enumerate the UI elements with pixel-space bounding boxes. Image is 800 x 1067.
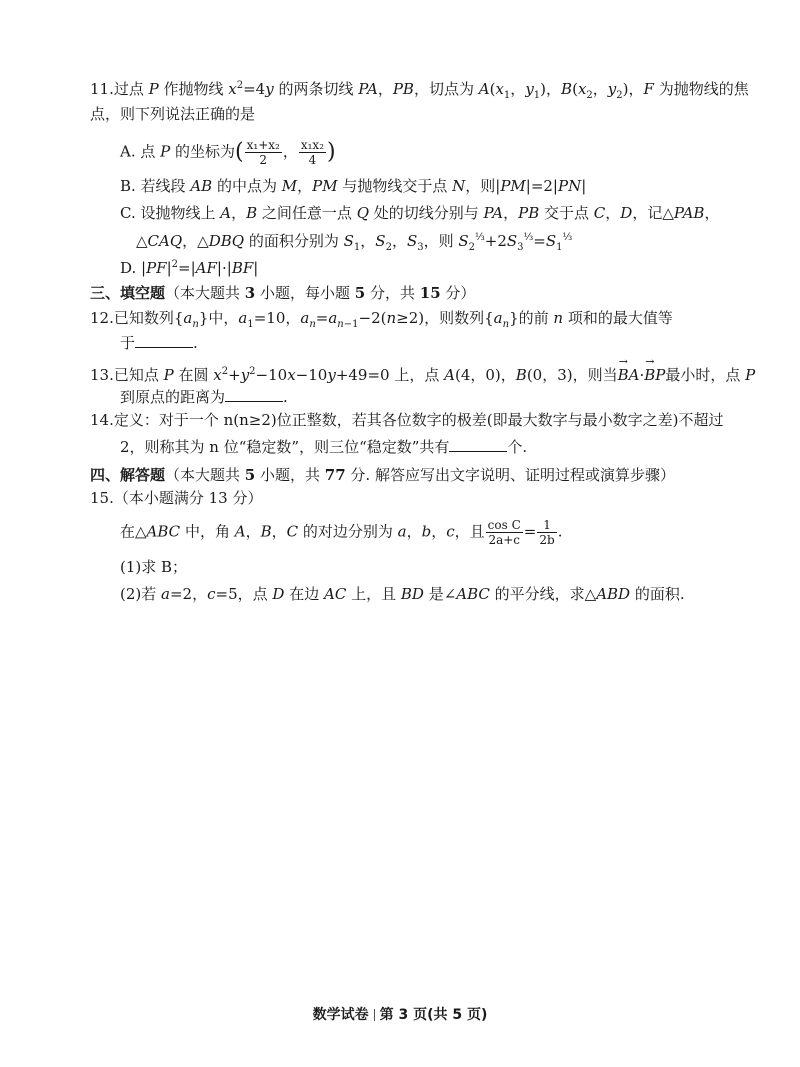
q11-stem-line2: 点，则下列说法正确的是 — [90, 105, 256, 123]
q12-stem-line2: 于 . — [120, 334, 198, 352]
q15-fraction-left: $\frac{\text{cos C}}{2a+c}$ — [487, 518, 521, 547]
footer-page-number: 第 3 页(共 5 页) — [379, 1007, 488, 1023]
footer-subject: 数学试卷 — [312, 1007, 369, 1023]
q11-option-c-line2: △CAQ，△DBQ 的面积分别为 $S_1$，$S_2$，$S_3$，则 $S_2^{\frac{1}{3}}+2S_3^{\frac{1}{3}}=S_1^{\frac{1}{3}}$ — [136, 232, 573, 253]
section-4-heading: 四、解答题（本大题共 5 小题，共 77 分. 解答应写出文字说明、证明过程或演算步骤） — [90, 466, 675, 484]
q11-option-a: A. 点 P 的坐标为( $\frac{\text{x₁+x₂}}{2}$ ， $\frac{\text{x₁x₂}}{4}$ ) — [120, 138, 336, 167]
page-footer — [0, 1004, 800, 1024]
q13-answer-blank[interactable] — [225, 387, 283, 402]
q13-stem-line1: 13.已知点 P 在圆 $x^2+y^2-10x-10y+49=0$ 上，点 A(4，0)，B(0，3)，则当→ BA·→ BP最小时，点 P — [90, 362, 755, 385]
q13-stem-line2: 到原点的距离为 . — [120, 388, 288, 406]
q15-header: 15.（本小题满分 13 分） — [90, 489, 263, 507]
q15-stem: 在△ABC 中，角 A，B，C 的对边分别为 a，b，c，且 $\frac{\text{cos C}}{2a+c}$ = $\frac{1}{2b}$ . — [120, 518, 563, 547]
footer-separator — [374, 1009, 375, 1021]
q14-stem-line2: 2，则称其为 n 位“稳定数”，则三位“稳定数”共有 个. — [120, 438, 528, 456]
q11-option-a-fraction-1: $\frac{\text{x₁+x₂}}{2}$ — [246, 138, 280, 167]
q15-part-1: (1)求 B； — [120, 558, 188, 576]
q14-stem-line1: 14.定义：对于一个 n(n≥2)位正整数，若其各位数字的极差(即最大数字与最小数字之差)不超过 — [90, 411, 724, 429]
q12-answer-blank[interactable] — [135, 333, 193, 348]
q15-fraction-right: $\frac{1}{2b}$ — [539, 518, 555, 547]
q12-stem-line1: 12.已知数列$\{a_n\}$中，$a_1=10$，$a_n=a_{n-1}-2(n\ge 2)$，则数列$\{a_n\}$的前 n 项和的最大值等 — [90, 309, 673, 330]
q11-option-c-line1: C. 设抛物线上 A，B 之间任意一点 Q 处的切线分别与 PA，PB 交于点 C，D，记△PAB， — [120, 204, 720, 222]
q14-answer-blank[interactable] — [449, 437, 507, 452]
q15-part-2: (2)若 a=2，c=5，点 D 在边 AC 上，且 BD 是∠ABC 的平分线，求△ABD 的面积. — [120, 585, 685, 603]
q11-option-b: B. 若线段 AB 的中点为 M，PM 与抛物线交于点 N，则|PM|=2|PN| — [120, 177, 587, 195]
q11-option-a-fraction-2: $\frac{\text{x₁x₂}}{4}$ — [300, 138, 324, 167]
q11-stem-line1: 11.过点 P 作抛物线 $x^2=4y$ 的两条切线 PA，PB，切点为 $A(x_1$，$y_1$)，$B(x_2$，$y_2$)，F 为抛物线的焦 — [90, 80, 749, 101]
section-3-heading: 三、填空题（本大题共 3 小题，每小题 5 分，共 15 分） — [90, 284, 476, 302]
q11-option-d: D. $|PF|^2=|AF|\cdot|BF|$ — [120, 259, 259, 277]
